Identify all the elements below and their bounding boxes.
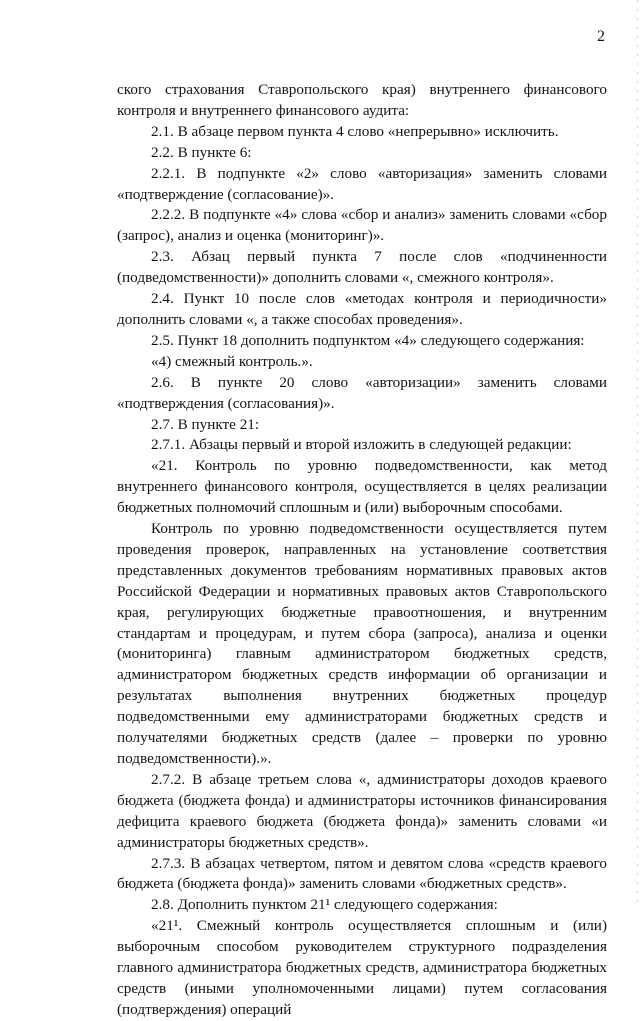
paragraph: 2.4. Пункт 10 после слов «методах контроля и периодичности» дополнить словами «, а также способах проведения». xyxy=(117,290,607,328)
paragraph: 2.3. Абзац первый пункта 7 после слов «подчиненности (подведомственности)» дополнить словами «, смежного контроля». xyxy=(117,248,607,287)
paragraph: 2.2.1. В подпункте «2» слово «авторизация» заменить словами «подтверждение (согласование)». xyxy=(117,164,607,203)
page-number: 2 xyxy=(597,28,605,45)
paragraph: 2.1. В абзаце первом пункта 4 слово «непрерывно» исключить. xyxy=(151,122,559,140)
paragraph: Контроль по уровню подведомственности осуществляется путем проведения проверок, направленных на установление соответствия представленных документов требованиям нормативных правовых актов Российской Федерации и нормативных правовых актов Ставропольского края, регулирующих бюджетные правоотношения, и внутренним стандартам и процедурам, и путем сбора (запроса), анализа и оценки (мониторинга) главным администратором бюджетных средств, администратором бюджетных средств информации об организации и результатах выполнения внутренних бюджетных процедур подведомственными ему администраторами бюджетных средств и получателями бюджетных средств (далее – проверки по уровню подведомственности).». xyxy=(117,520,607,767)
paragraph: 2.7.3. В абзацах четвертом, пятом и девятом слова «средств краевого бюджета (бюджета фонда)» заменить словами «бюджетных средств». xyxy=(117,854,607,893)
paragraph: «4) смежный контроль.». xyxy=(151,352,313,370)
paragraph: ского страхования Ставропольского края) внутреннего финансового контроля и внутреннего финансового аудита: xyxy=(117,81,607,119)
paragraph: 2.7. В пункте 21: xyxy=(151,415,260,433)
document-body xyxy=(117,80,607,1021)
paragraph: 2.7.1. Абзацы первый и второй изложить в следующей редакции: xyxy=(151,436,572,454)
paragraph: 2.7.2. В абзаце третьем слова «, администраторы доходов краевого бюджета (бюджета фонда) и администраторы источников финансирования дефицита краевого бюджета (бюджета фонда)» заменить словами «и администраторы бюджетных средств». xyxy=(117,770,607,851)
paragraph: «21¹. Смежный контроль осуществляется сплошным и (или) выборочным способом руководителем структурного подразделения главного администратора бюджетных средств, администратора бюджетных средств (иными уполномоченными лицами) путем согласования (подтверждения) операций xyxy=(117,917,607,1018)
paragraph: 2.2.2. В подпункте «4» слова «сбор и анализ» заменить словами «сбор (запрос), анализ и оценка (мониторинг)». xyxy=(117,206,607,245)
paragraph: 2.6. В пункте 20 слово «авторизации» заменить словами «подтверждения (согласования)». xyxy=(117,373,607,412)
paragraph: 2.8. Дополнить пунктом 21¹ следующего содержания: xyxy=(151,896,498,914)
paragraph: 2.5. Пункт 18 дополнить подпунктом «4» следующего содержания: xyxy=(151,331,585,349)
scan-edge-artifact xyxy=(637,0,638,905)
paragraph: 2.2. В пункте 6: xyxy=(151,143,252,161)
paragraph: «21. Контроль по уровню подведомственности, как метод внутреннего финансового контроля, осуществляется в целях реализации бюджетных полномочий сплошным и (или) выборочным способами. xyxy=(117,457,607,517)
